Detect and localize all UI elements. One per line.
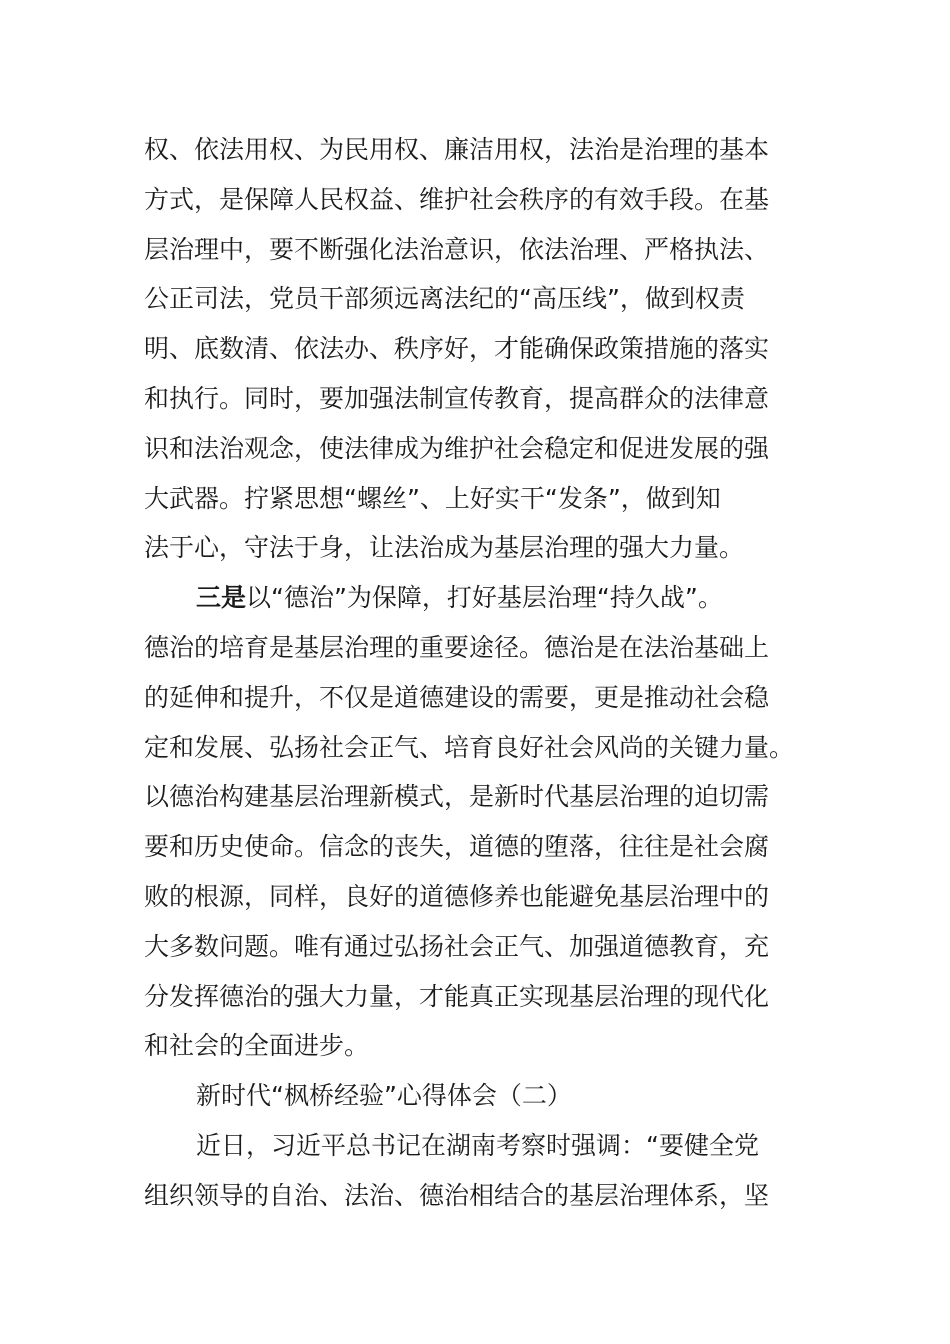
text-line: 德治的培育是基层治理的重要途径。德治是在法治基础上 (144, 632, 770, 662)
text-line: 和社会的全面进步。 (144, 1031, 370, 1061)
text-line: 明、底数清、依法办、秩序好，才能确保政策措施的落实 (144, 334, 770, 364)
text-line: 大武器。拧紧思想“螺丝”、上好实干“发条”，做到知 (144, 483, 721, 513)
text-line: 法于心，守法于身，让法治成为基层治理的强大力量。 (144, 533, 745, 563)
text-line: 近日，习近平总书记在湖南考察时强调：“要健全党 (196, 1130, 759, 1160)
paragraph-rule-of-law (144, 125, 784, 573)
text-line: 识和法治观念，使法律成为维护社会稳定和促进发展的强 (144, 433, 770, 463)
text-line: 和执行。同时，要加强法制宣传教育，提高群众的法律意 (144, 383, 770, 413)
paragraph-intro (144, 1121, 784, 1221)
section-title: 新时代“枫桥经验”心得体会（二） (196, 1081, 572, 1111)
point-marker: 三是 (196, 583, 247, 613)
text-line: 败的根源，同样，良好的道德修养也能避免基层治理中的 (144, 881, 770, 911)
text-line: 公正司法，党员干部须远离法纪的“高压线”，做到权责 (144, 284, 745, 314)
point-heading: 以“德治”为保障，打好基层治理“持久战”。 (246, 583, 723, 613)
paragraph-rule-of-virtue (144, 573, 795, 1071)
text-line: 组织领导的自治、法治、德治相结合的基层治理体系，坚 (144, 1180, 770, 1210)
text-line: 分发挥德治的强大力量，才能真正实现基层治理的现代化 (144, 981, 770, 1011)
text-line: 以德治构建基层治理新模式，是新时代基层治理的迫切需 (144, 782, 770, 812)
text-line: 权、依法用权、为民用权、廉洁用权，法治是治理的基本 (144, 135, 770, 164)
text-line: 要和历史使命。信念的丧失，道德的堕落，往往是社会腐 (144, 832, 770, 862)
text-line: 定和发展、弘扬社会正气、培育良好社会风尚的关键力量。 (144, 732, 795, 762)
text-line: 方式，是保障人民权益、维护社会秩序的有效手段。在基 (144, 184, 770, 214)
paragraph-lead-line (144, 573, 784, 623)
text-line: 大多数问题。唯有通过弘扬社会正气、加强道德教育，充 (144, 931, 770, 961)
text-line: 的延伸和提升，不仅是道德建设的需要，更是推动社会稳 (144, 682, 770, 712)
document-body (144, 125, 795, 1221)
text-line: 层治理中，要不断强化法治意识，依法治理、严格执法、 (144, 234, 770, 264)
